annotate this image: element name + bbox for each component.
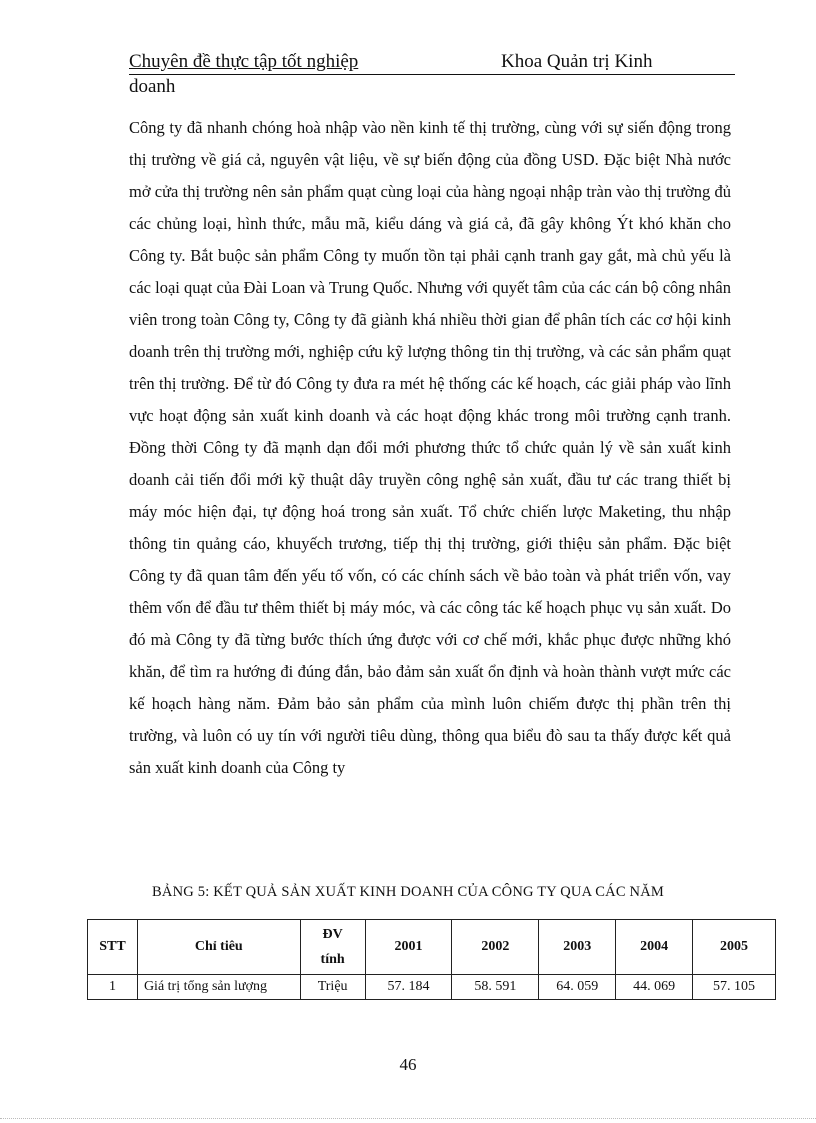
header-year-2004: 2004 [616,920,693,975]
header-year-2005: 2005 [693,920,776,975]
header-year-2002: 2002 [452,920,539,975]
cell-unit: Triệu [300,975,365,1000]
header-rule-line [129,50,735,75]
header-faculty: Khoa Quản trị Kinh [501,51,653,72]
cell-value-2003: 64. 059 [539,975,616,1000]
cell-indicator: Giá trị tổng sản lượng [137,975,300,1000]
header-faculty-continuation: doanh [129,76,176,97]
header-year-2003: 2003 [539,920,616,975]
body-paragraph: Công ty đã nhanh chóng hoà nhập vào nền kinh tế thị trường, cùng với sự siến động trong thị trường về giá cả, nguyên vật liệu, về sự biến động của đồng USD. Đặc biệt Nhà nước mở cửa thị trường nên sản phẩm quạt cùng loại của hàng ngoại nhập tràn vào thị trường đủ các chủng loại, hình thức, mẫu mã, kiểu dáng và giá cả, đã gây không Ýt khó khăn cho Công ty. Bắt buộc sản phẩm Công ty muốn tồn tại phải cạnh tranh gay gắt, mà chủ yếu là các loại quạt của Đài Loan và Trung Quốc. Nhưng với quyết tâm của các cán bộ công nhân viên trong toàn Công ty, Công ty đã giành khá nhiều thời gian để phân tích các cơ hội kinh doanh trên thị trường mới, nghiệp cứu kỹ lượng thông tin thị trường, và các sản phẩm quạt trên thị trường. Để từ đó Công ty đưa ra mét hệ thống các kế hoạch, các giải pháp vào lĩnh vực hoạt động sản xuất kinh doanh và các hoạt động khác trong môi trường cạnh tranh. Đồng thời Công ty đã mạnh dạn đổi mới phương thức tổ chức quản lý về sản xuất kinh doanh cải tiến đổi mới kỹ thuật dây truyền công nghệ sản xuất, đầu tư các trang thiết bị máy móc hiện đại, tự động hoá trong sản xuất. Tổ chức chiến lược Maketing, thu nhập thông tin quảng cáo, khuyếch trương, tiếp thị thị trường, giới thiệu sản phẩm. Đặc biệt Công ty đã quan tâm đến yếu tố vốn, có các chính sách về bảo toàn và phát triển vốn, vay thêm vốn để đầu tư thêm thiết bị máy móc, và các công tác kế hoạch phục vụ sản xuất. Do đó mà Công ty đã từng bước thích ứng được với cơ chế mới, khắc phục được những khó khăn, để tìm ra hướng đi đúng đắn, bảo đảm sản xuất ổn định và hoàn thành vượt mức các kế hoạch hàng năm. Đảm bảo sản phẩm của mình luôn chiếm được thị phần trên thị trường, và luôn có uy tín với người tiêu dùng, thông qua biểu đò sau ta thấy được kết quả sản xuất kinh doanh của Công ty [129,118,731,777]
cell-value-2001: 57. 184 [365,975,452,1000]
header-unit [300,920,365,975]
header-indicator: Chỉ tiêu [137,920,300,975]
cell-value-2005: 57. 105 [693,975,776,1000]
cell-stt: 1 [88,975,138,1000]
header-unit-line1: ĐV [322,927,343,942]
header-stt: STT [88,920,138,975]
header-year-2001: 2001 [365,920,452,975]
cell-value-2004: 44. 069 [616,975,693,1000]
table-row [88,975,776,1000]
page-number: 46 [399,1055,417,1074]
header-unit-line2: tính [320,952,345,967]
table-header-row [88,920,776,975]
page-header [129,50,735,99]
cell-value-2002: 58. 591 [452,975,539,1000]
business-results-table [87,919,776,1000]
header-document-title: Chuyên đề thực tập tốt nghiệp [129,51,359,72]
table-caption: BẢNG 5: KẾT QUẢ SẢN XUẤT KINH DOANH CỦA CÔNG TY QUA CÁC NĂM [152,884,664,900]
page-bottom-divider [0,1118,816,1119]
